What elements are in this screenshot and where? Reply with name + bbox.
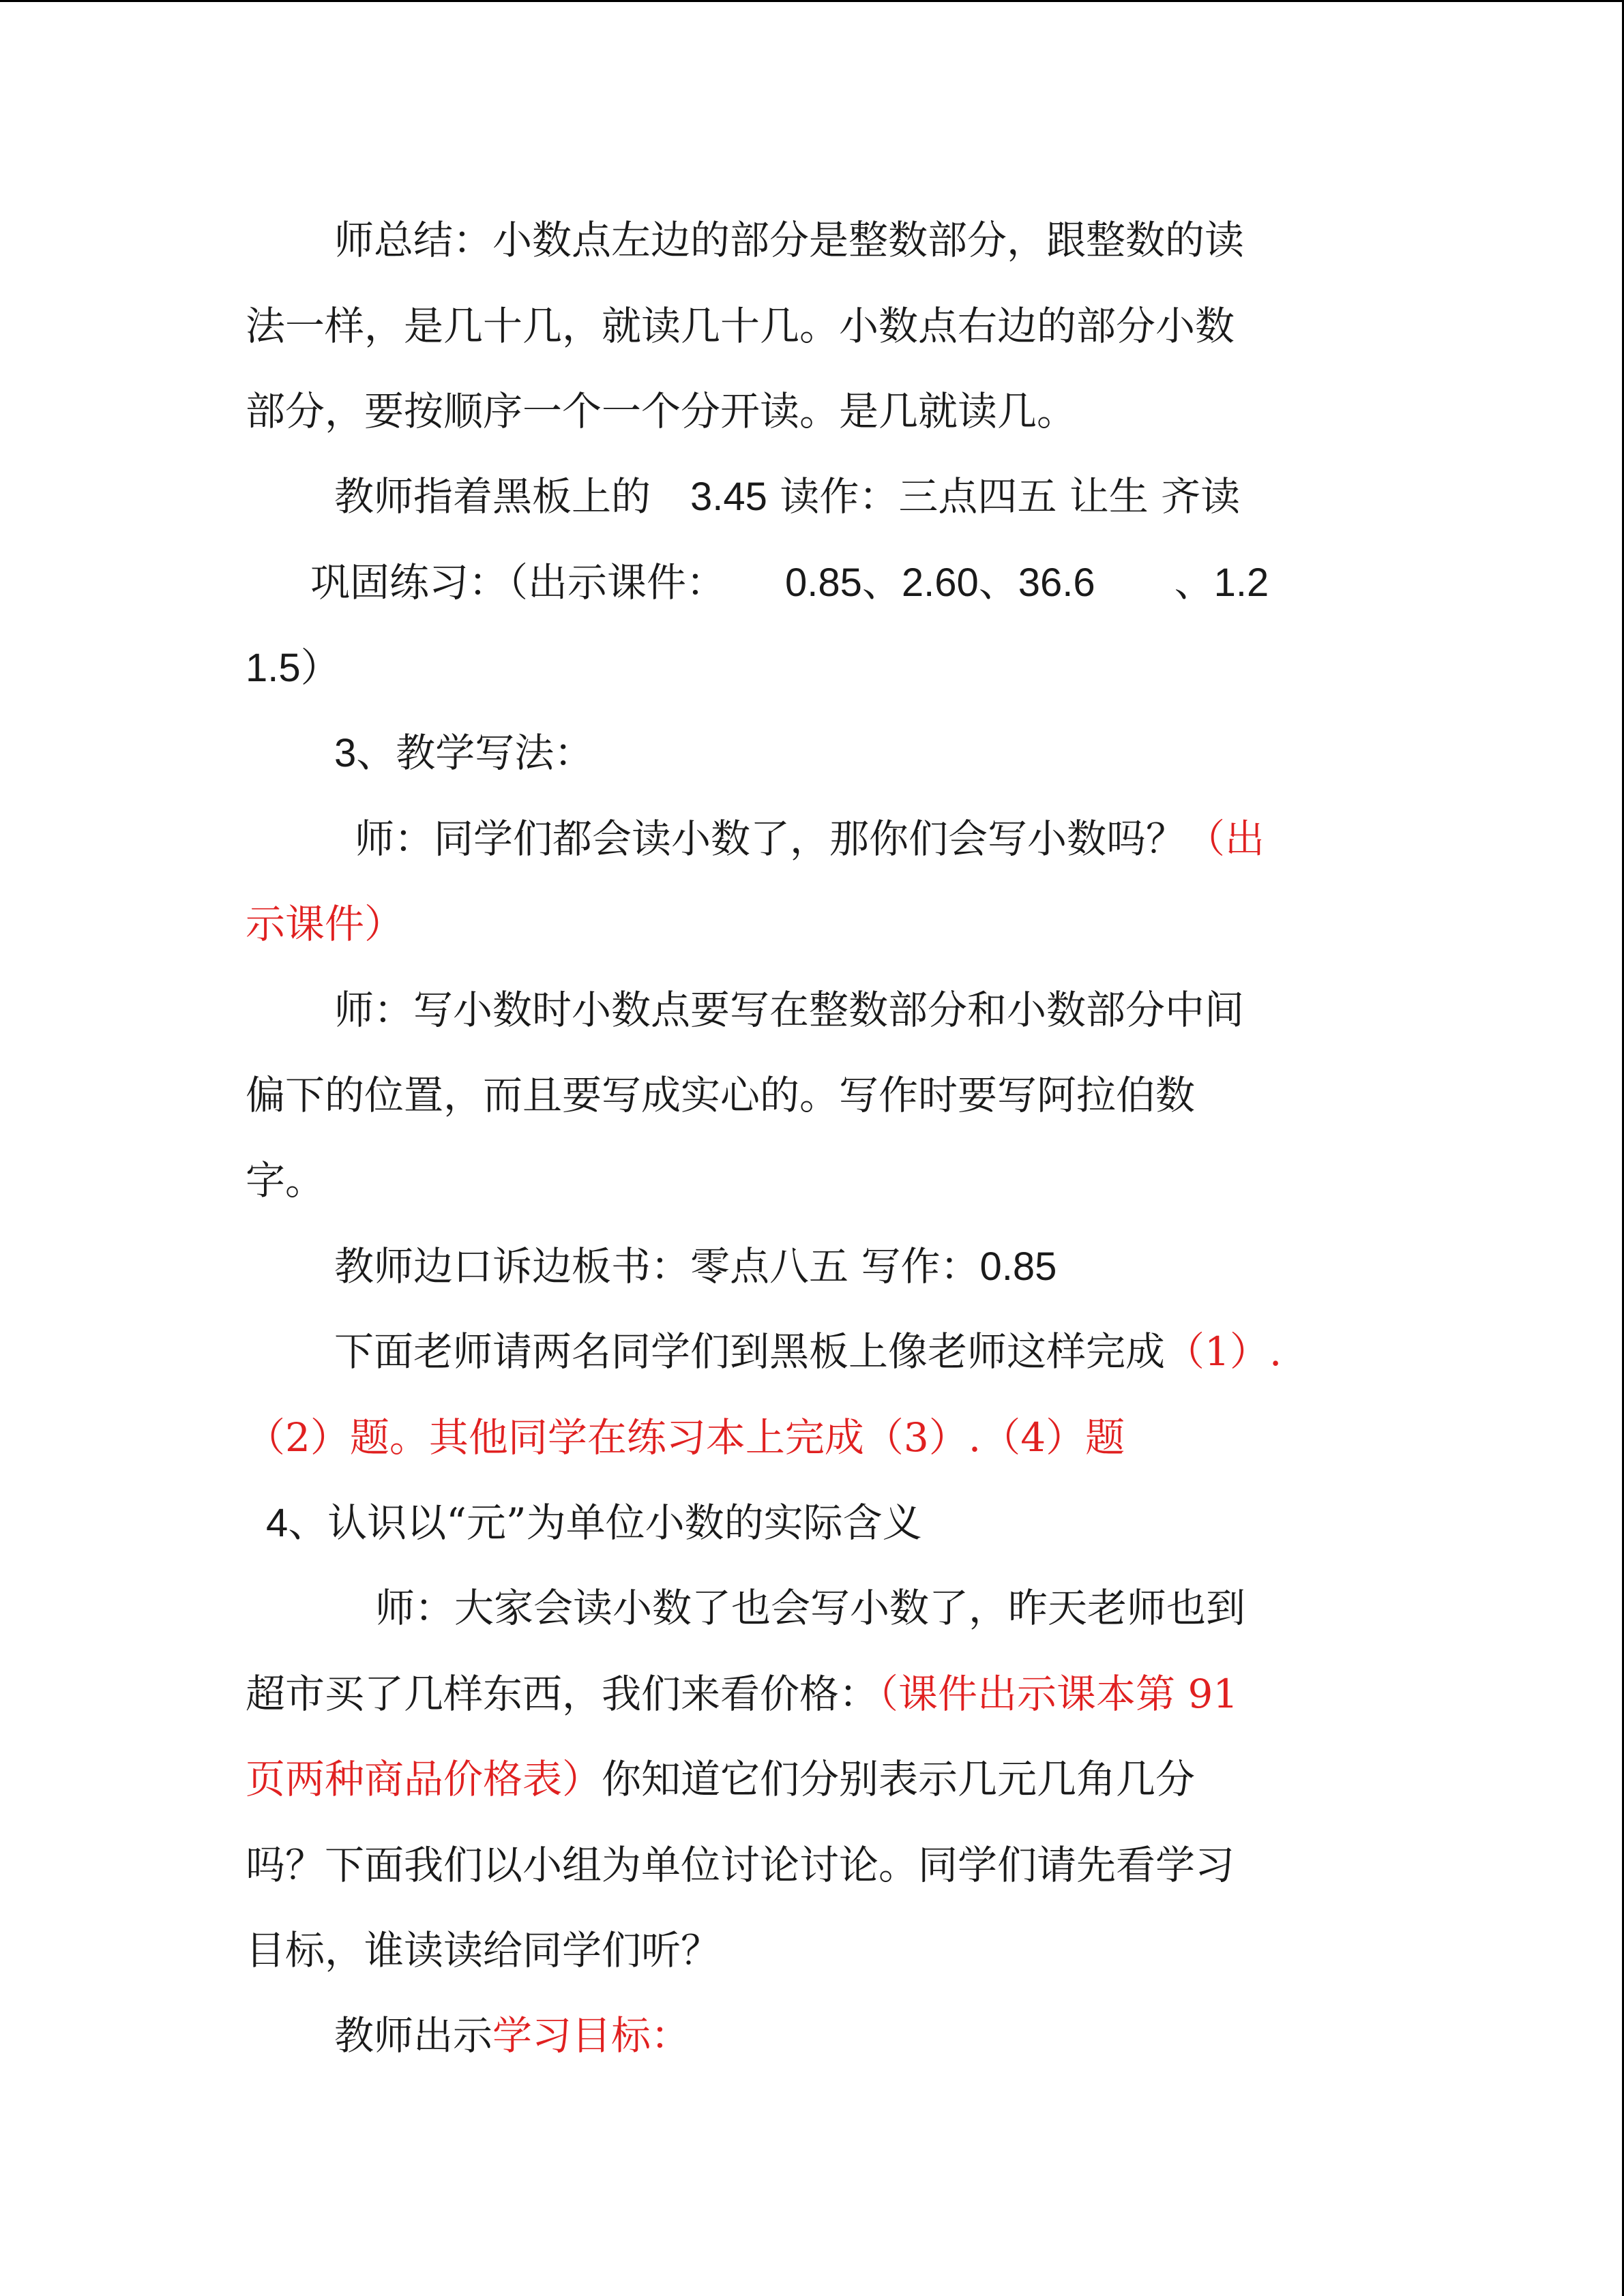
text-line — [246, 1670, 1238, 1718]
text-line — [334, 1328, 1282, 1375]
text-segment: 、认识以“元”为单位小数的实际含义 — [288, 1500, 922, 1546]
highlighted-text: （1）. — [1165, 1328, 1282, 1375]
text-line — [334, 473, 1240, 521]
text-line — [334, 729, 593, 777]
highlighted-text: （出 — [1185, 816, 1265, 862]
text-segment: 1.5 — [246, 646, 301, 690]
text-segment: 目标，谁读读给同学们听？ — [246, 1927, 721, 1973]
highlighted-text: （2）题。其他同学在练习本上完成（3）.（4）题 — [246, 1414, 1125, 1461]
text-line — [246, 1071, 1195, 1119]
text-line — [334, 986, 1244, 1034]
text-line — [246, 387, 1076, 435]
text-segment: 下面老师请两名同学们到黑板上像老师这样完成 — [334, 1328, 1166, 1375]
text-segment: 、教学写法： — [356, 730, 594, 776]
text-segment: 0.85、2.60、36.6 、1.2 — [785, 561, 1269, 605]
text-line — [334, 2012, 690, 2059]
text-segment: 师：同学们都会读小数了，那你们会写小数吗？ — [355, 816, 1186, 862]
text-line — [246, 1157, 325, 1204]
text-segment: 教师边口诉边板书：零点八五 写作： — [334, 1243, 980, 1289]
text-line — [355, 815, 1265, 863]
text-segment: 师总结：小数点左边的部分是整数部分，跟整数的读 — [334, 217, 1245, 263]
text-line — [246, 1841, 1235, 1889]
text-line — [246, 1755, 1195, 1803]
text-line — [334, 1242, 1057, 1291]
text-segment: ） — [300, 644, 340, 691]
text-segment: 部分，要按顺序一个一个分开读。是几就读几。 — [246, 388, 1077, 434]
text-segment: 教师出示 — [334, 2012, 493, 2059]
text-segment: 师：大家会读小数了也会写小数了，昨天老师也到 — [375, 1585, 1246, 1631]
text-segment: 3 — [334, 731, 357, 775]
text-segment: 你知道它们分别表示几元几角几分 — [602, 1756, 1196, 1802]
text-segment: 教师指着黑板上的 — [334, 473, 691, 520]
highlighted-text: （课件出示课本第 91 — [879, 1671, 1239, 1717]
text-line — [334, 216, 1244, 264]
text-segment: 3.45 — [690, 475, 767, 519]
text-segment: 法一样，是几十几，就读几十几。小数点右边的部分小数 — [246, 303, 1235, 349]
text-segment: 4 — [266, 1501, 289, 1545]
text-line — [246, 900, 404, 948]
text-segment: 0.85 — [979, 1244, 1057, 1289]
text-segment: 巩固练习：（出示课件： — [310, 559, 786, 606]
text-segment: 吗？下面我们以小组为单位讨论讨论。同学们请先看学习 — [246, 1842, 1235, 1888]
text-line — [246, 1926, 720, 1974]
text-segment: 超市买了几样东西，我们来看价格： — [246, 1671, 879, 1717]
text-segment: 师：写小数时小数点要写在整数部分和小数部分中间 — [334, 987, 1245, 1033]
text-segment: 读作：三点四五 让生 齐读 — [767, 473, 1241, 520]
text-line — [246, 302, 1235, 350]
text-line — [246, 644, 340, 692]
text-line — [375, 1584, 1245, 1632]
text-segment: 字。 — [246, 1157, 325, 1204]
highlighted-text: 页两种商品价格表） — [246, 1756, 602, 1802]
highlighted-text: 学习目标： — [492, 2012, 691, 2059]
highlighted-text: 示课件） — [246, 901, 404, 947]
text-line — [246, 1414, 1125, 1461]
text-segment: 偏下的位置，而且要写成实心的。写作时要写阿拉伯数 — [246, 1072, 1196, 1118]
text-line — [310, 558, 1269, 607]
text-line — [266, 1499, 922, 1547]
